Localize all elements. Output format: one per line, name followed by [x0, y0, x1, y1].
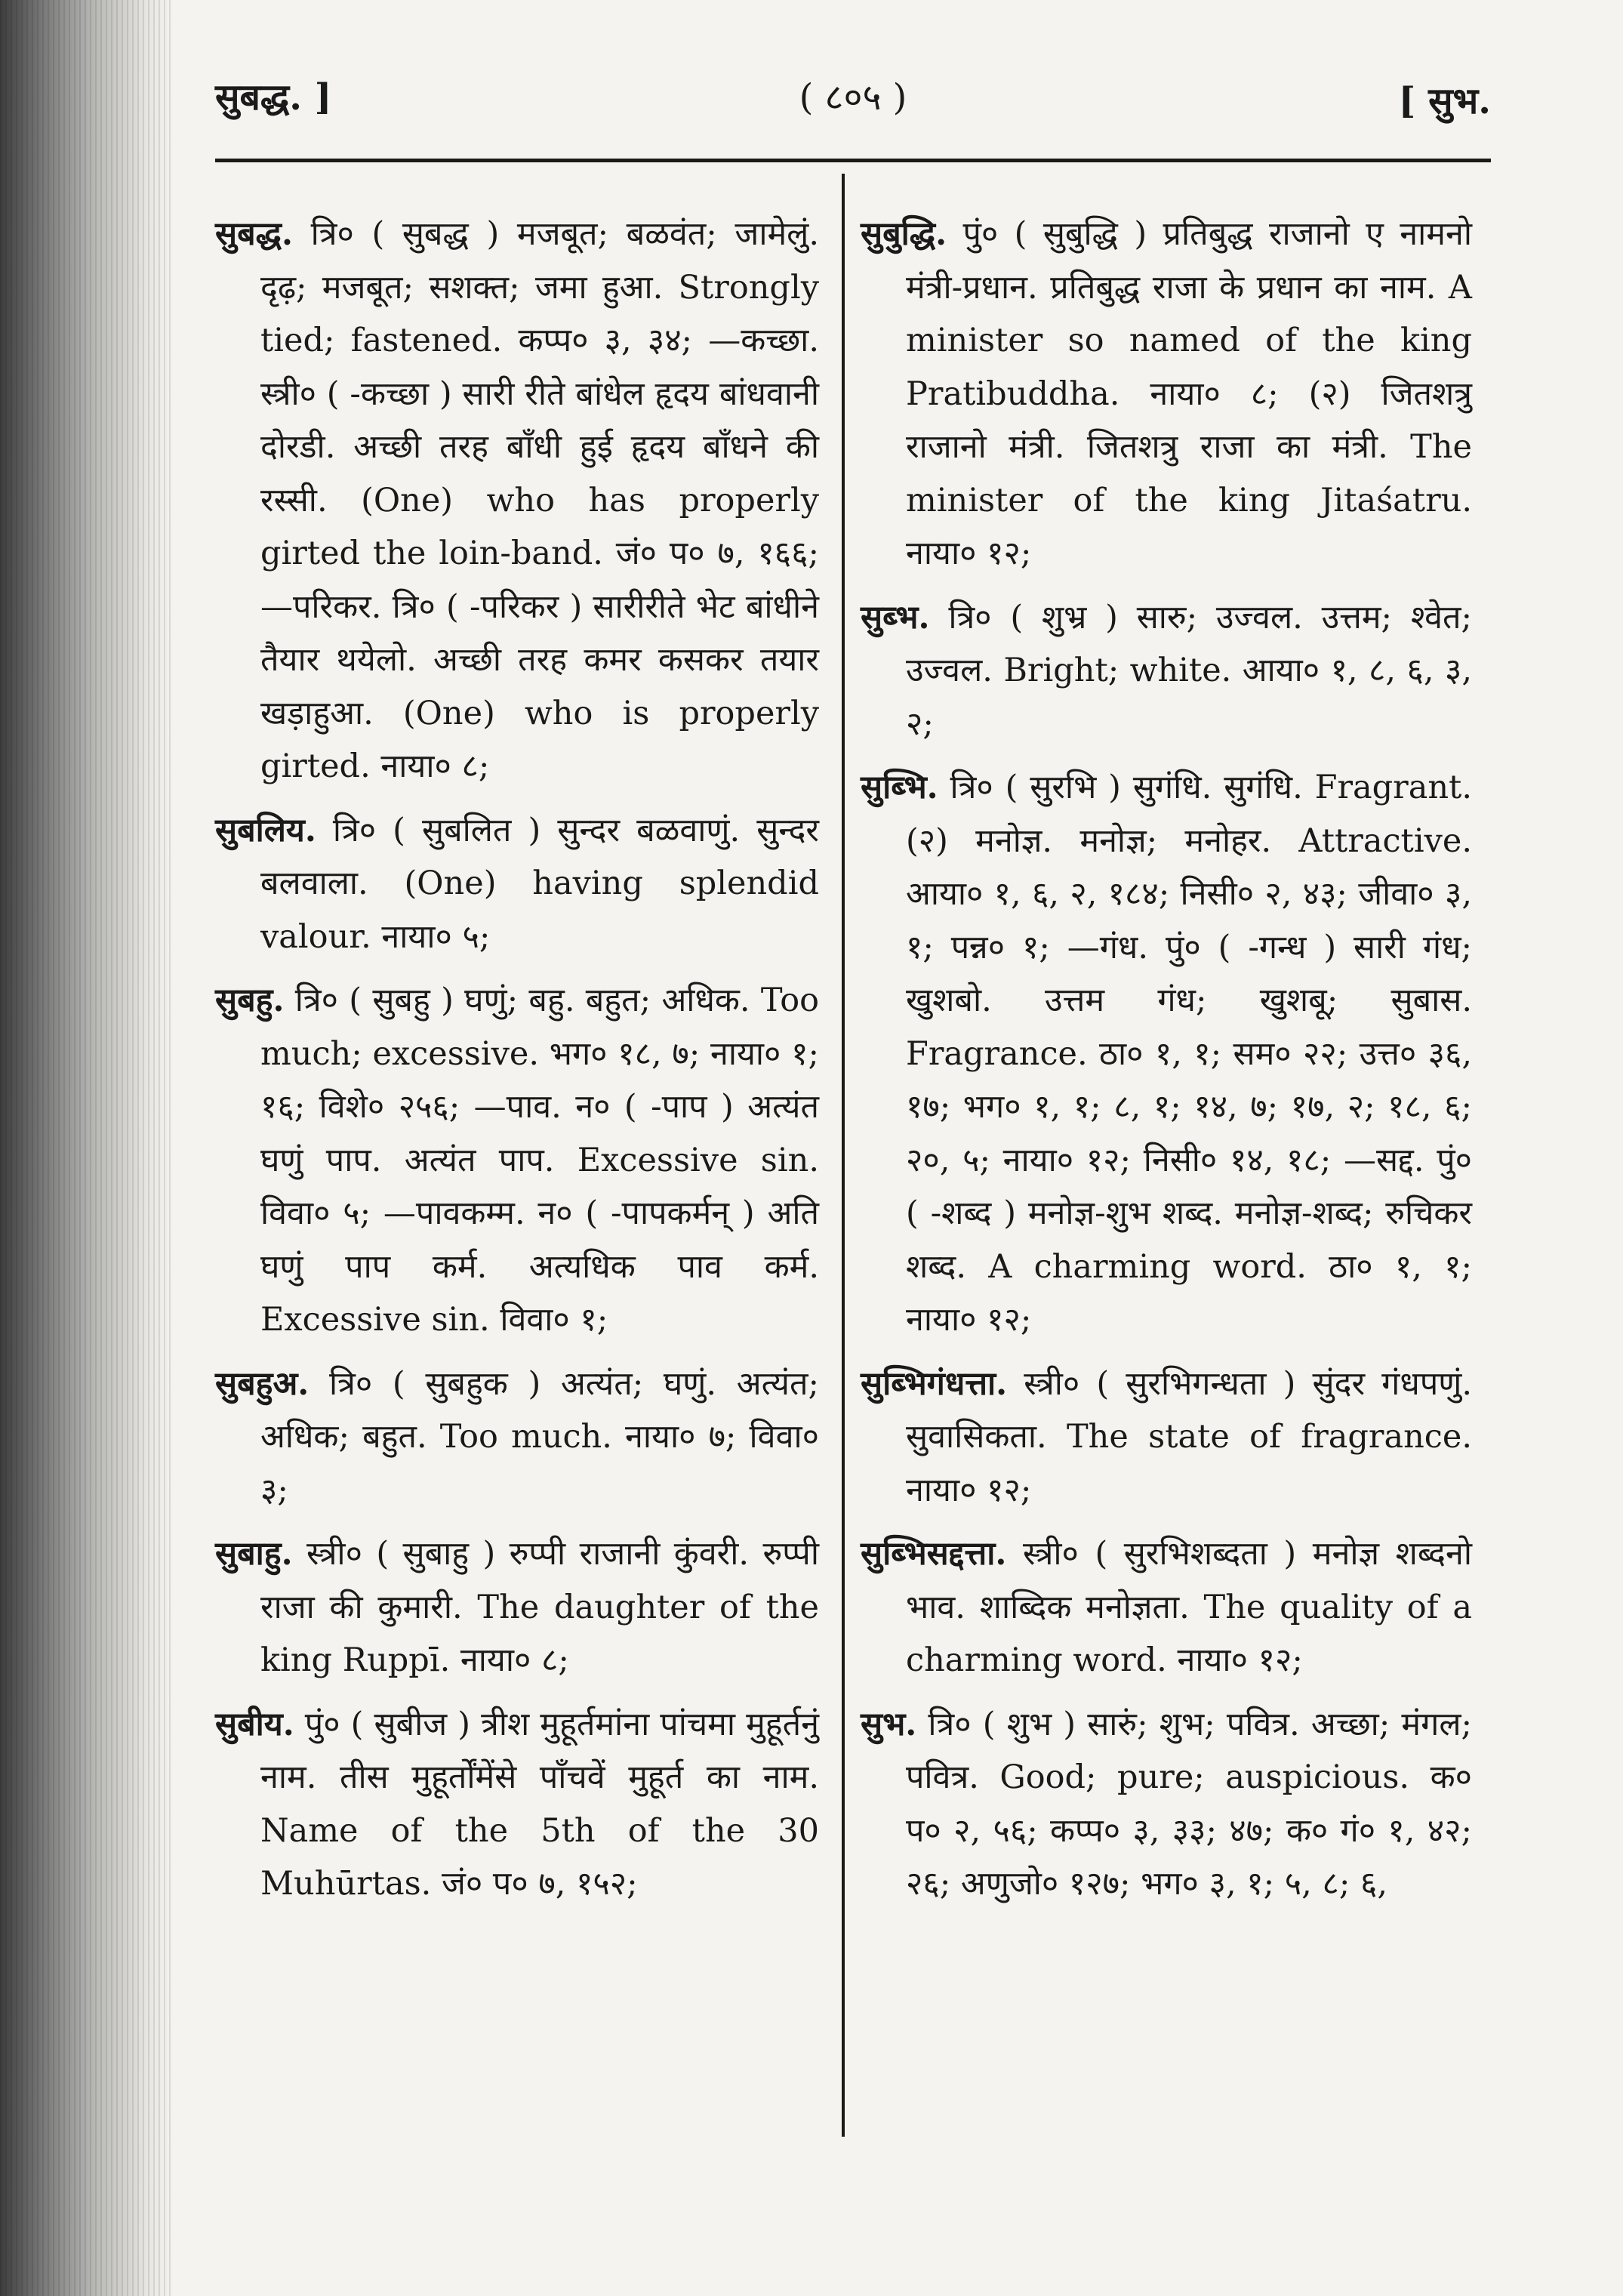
- right-column: [861, 208, 1472, 1922]
- book-binding-shadow: [0, 0, 174, 2296]
- definition: त्रि० ( सुबलित ) सुन्दर बळवाणुं. सुन्दर बलवाला. (One) having splendid valour. नाया० ५;: [260, 811, 819, 956]
- headword: सुब्भि.: [861, 769, 938, 806]
- dictionary-entry: [861, 1698, 1472, 1911]
- dictionary-entry: [215, 208, 819, 794]
- headword: सुब्भिसद्दत्ता.: [861, 1535, 1007, 1573]
- page-number: ( ८०५ ): [799, 76, 907, 119]
- definition: पुं० ( सुबीज ) त्रीश मुहूर्तमांना पांचमा मुहूर्तनुं नाम. तीस मुहूर्तोंमेंसे पाँचवें मुहूर्त का नाम. Name of the 5th of the 30 Muhūrtas. जं० प० ७, १५२;: [260, 1705, 820, 1903]
- headword: सुबहु.: [215, 982, 285, 1019]
- dictionary-entry: [215, 974, 819, 1347]
- headword: सुब्भ.: [861, 598, 930, 636]
- definition: त्रि० ( शुभ्र ) सारु; उज्वल. उत्तम; श्वेत; उज्वल. Bright; white. आया० १, ८, ६, ३, २;: [906, 598, 1473, 743]
- definition: त्रि० ( सुबहु ) घणुं; बहु. बहुत; अधिक. Too much; excessive. भग० १८, ७; नाया० १; १६; विशे० २५६; —पाव. न० ( -पाप ) अत्यंत घणुं पाप. अत्यंत पाप. Excessive sin. विवा० ५; —पावकम्म. न० ( -पापकर्मन् ) अति घणुं पाप कर्म. अत्यधिक पाव कर्म. Excessive sin. विवा० १;: [260, 982, 819, 1339]
- dictionary-entry: [861, 761, 1472, 1347]
- headword: सुब्भिगंधत्ता.: [861, 1364, 1008, 1403]
- definition: त्रि० ( सुबहुक ) अत्यंत; घणुं. अत्यंत; अधिक; बहुत. Too much. नाया० ७; विवा० ३;: [260, 1364, 819, 1509]
- header-rule: [215, 159, 1491, 162]
- page-header: [215, 72, 1491, 132]
- dictionary-entry: [861, 208, 1472, 581]
- column-divider: [842, 174, 845, 2137]
- definition: त्रि० ( सुरभि ) सुगंधि. सुगंधि. Fragrant. (२) मनोज्ञ. मनोज्ञ; मनोहर. Attractive. आया० १, ६, २, १८४; निसी० २, ४३; जीवा० ३, १; पन्न० १; —गंध. पुं० ( -गन्ध ) सारी गंध; खुशबो. उत्तम गंध; खुशबू; सुबास. Fragrance. ठा० १, १; सम० २२; उत्त० ३६, १७; भग० १, १; ८, १; १४, ७; १७, २; १८, ६; २०, ५; नाया० १२; निसी० १४, १८; —सद्द. पुं० ( -शब्द ) मनोज्ञ-शुभ शब्द. मनोज्ञ-शब्द; रुचिकर शब्द. A charming word. ठा० १, १; नाया० १२;: [906, 769, 1472, 1339]
- dictionary-entry: [215, 1698, 819, 1911]
- headword: सुबहुअ.: [215, 1364, 310, 1403]
- header-left-guideword: सुबद्ध. ]: [215, 76, 332, 119]
- dictionary-entry: [861, 591, 1472, 751]
- definition: स्त्री० ( सुरभिशब्दता ) मनोज्ञ शब्दनो भाव. शाब्दिक मनोज्ञता. The quality of a charming word. नाया० १२;: [906, 1535, 1472, 1679]
- dictionary-entry: [861, 1527, 1472, 1687]
- headword: सुबुद्धि.: [861, 215, 947, 253]
- headword: सुभ.: [861, 1705, 917, 1743]
- headword: सुबीय.: [215, 1705, 294, 1743]
- definition: त्रि० ( सुबद्ध ) मजबूत; बळवंत; जामेलुं. दृढ़; मजबूत; सशक्त; जमा हुआ. Strongly tied; fastened. कप्प० ३, ३४; —कच्छा. स्त्री० ( -कच्छा ) सारी रीते बांधेल हृदय बांधवानी दोरडी. अच्छी तरह बाँधी हुई हृदय बाँधने की रस्सी. (One) who has properly girted the loin-band. जं० प० ७, १६६; —परिकर. त्रि० ( -परिकर ) सारीरीते भेट बांधीने तैयार थयेलो. अच्छी तरह कमर कसकर तयार खड़ाहुआ. (One) who is properly girted. नाया० ८;: [260, 215, 820, 785]
- left-column: [215, 208, 819, 1922]
- dictionary-entry: [861, 1358, 1472, 1518]
- definition: पुं० ( सुबुद्धि ) प्रतिबुद्ध राजानो ए नामनो मंत्री-प्रधान. प्रतिबुद्ध राजा के प्रधान का नाम. A minister so named of the king Pratibuddha. नाया० ८; (२) जितशत्रु राजानो मंत्री. जितशत्रु राजा का मंत्री. The minister of the king Jitaśatru. नाया० १२;: [906, 215, 1473, 572]
- definition: स्त्री० ( सुबाहु ) रुप्पी राजानी कुंवरी. रुप्पी राजा की कुमारी. The daughter of the king Ruppī. नाया० ८;: [260, 1535, 819, 1679]
- definition: त्रि० ( शुभ ) सारुं; शुभ; पवित्र. अच्छा; मंगल; पवित्र. Good; pure; auspicious. क० प० २, ५६; कप्प० ३, ३३; ४७; क० गं० १, ४२; २६; अणुजो० १२७; भग० ३, १; ५, ८; ६,: [906, 1705, 1472, 1903]
- headword: सुबलिय.: [215, 811, 316, 849]
- dictionary-entry: [215, 1527, 819, 1687]
- dictionary-entry: [215, 1358, 819, 1518]
- header-right-guideword: [ सुभ.: [1398, 80, 1491, 122]
- dictionary-entry: [215, 804, 819, 964]
- definition: स्त्री० ( सुरभिगन्धता ) सुंदर गंधपणुं. सुवासिकता. The state of fragrance. नाया० १२;: [906, 1364, 1472, 1509]
- headword: सुबद्ध.: [215, 215, 293, 253]
- headword: सुबाहु.: [215, 1535, 293, 1573]
